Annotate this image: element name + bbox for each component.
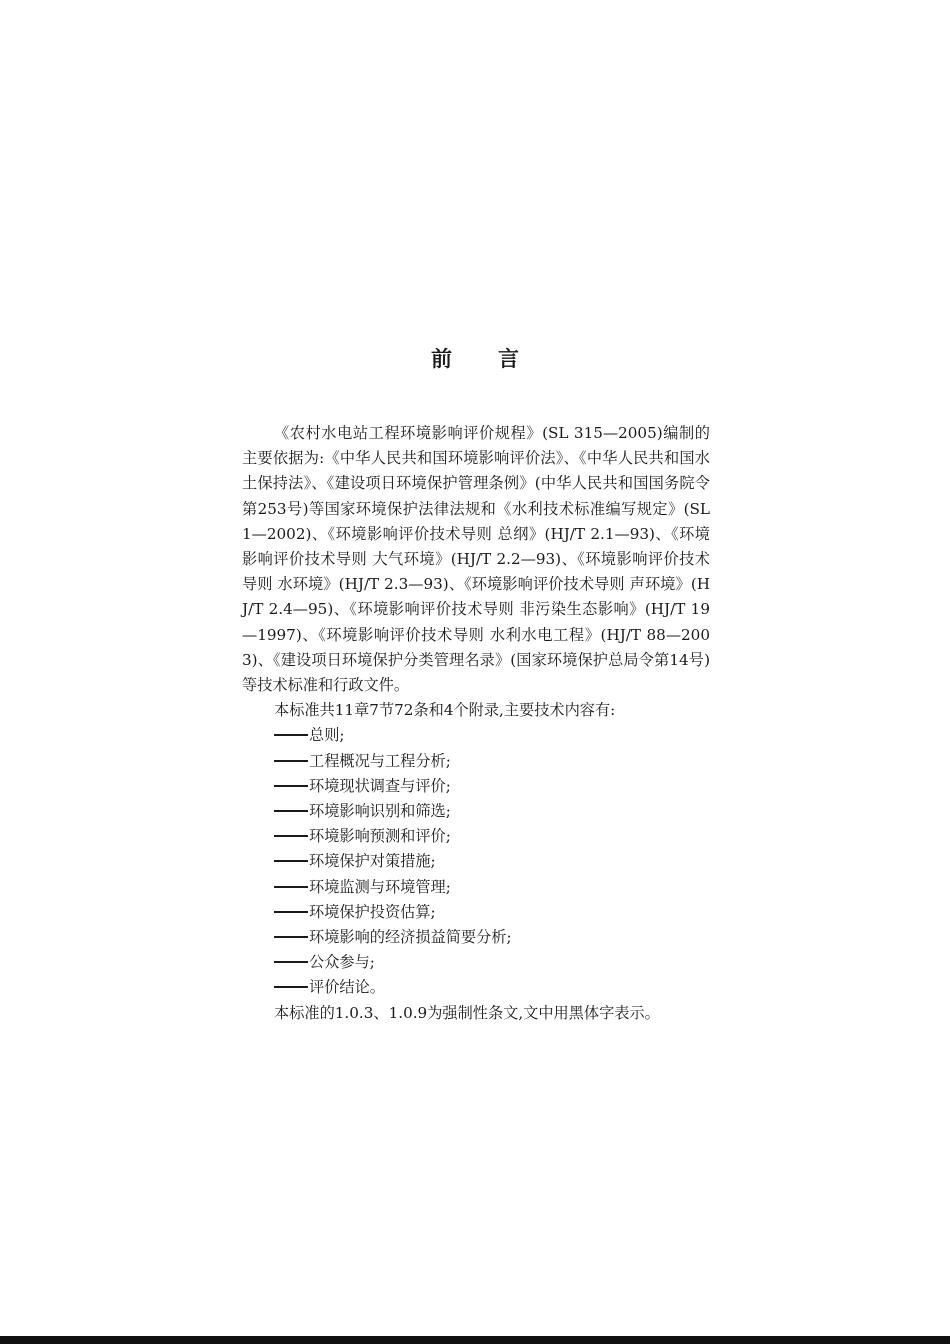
list-item bbox=[242, 875, 710, 900]
list-item-text: 环境影响预测和评价; bbox=[309, 827, 451, 846]
title-char-1: 前 bbox=[431, 347, 452, 371]
list-item-text: 工程概况与工程分析; bbox=[309, 751, 451, 770]
list-item-text: 环境监测与环境管理; bbox=[309, 877, 451, 896]
em-dash-mark bbox=[274, 810, 308, 812]
em-dash-mark bbox=[274, 936, 308, 938]
list-item-text: 总则; bbox=[309, 726, 345, 745]
em-dash-mark bbox=[274, 911, 308, 913]
list-item bbox=[242, 900, 710, 925]
list-item bbox=[242, 925, 710, 950]
mandatory-clause-paragraph: 本标准的1.0.3、1.0.9为强制性条文,文中用黑体字表示。 bbox=[274, 1003, 660, 1022]
list-item-text: 公众参与; bbox=[309, 953, 375, 972]
foreword-body bbox=[242, 421, 710, 1026]
list-item bbox=[242, 723, 710, 748]
em-dash-mark bbox=[274, 734, 308, 736]
list-item bbox=[242, 950, 710, 975]
page-bottom-border bbox=[0, 1336, 950, 1344]
em-dash-mark bbox=[274, 785, 308, 787]
page-title bbox=[0, 343, 950, 373]
list-item-text: 环境影响的经济损益简要分析; bbox=[309, 928, 512, 947]
list-item bbox=[242, 824, 710, 849]
list-item bbox=[242, 774, 710, 799]
list-item-text: 环境影响识别和筛选; bbox=[309, 802, 451, 821]
em-dash-mark bbox=[274, 886, 308, 888]
list-item-text: 环境现状调查与评价; bbox=[309, 776, 451, 795]
intro-paragraph: 《农村水电站工程环境影响评价规程》(SL 315—2005)编制的主要依据为:《中华人民共和国环境影响评价法》、《中华人民共和国水土保持法》、《建设项日环境保护管理条例》(中华人民共和国国务院令第253号)等国家环境保护法律法规和《水利技术标准编写规定》(SL 1—2002)、《环境影响评价技术导则 总纲》(HJ/T 2.1—93)、《环境影响评价技术导则 大气环境》(HJ/T 2.2—93)、《环境影响评价技术导则 水环境》(HJ/T 2.3—93)、《环境影响评价技术导则 声环境》(HJ/T 2.4—95)、《环境影响评价技术导则 非污染生态影响》(HJ/T 19—1997)、《环境影响评价技术导则 水利水电工程》(HJ/T 88—2003)、《建设项日环境保护分类管理名录》(国家环境保护总局令第14号)等技术标准和行政文件。 bbox=[242, 424, 710, 695]
em-dash-mark bbox=[274, 986, 308, 988]
em-dash-mark bbox=[274, 860, 308, 862]
list-item-text: 环境保护投资估算; bbox=[309, 902, 436, 921]
summary-paragraph: 本标准共11章7节72条和4个附录,主要技术内容有: bbox=[274, 701, 616, 720]
list-item-text: 环境保护对策措施; bbox=[309, 852, 436, 871]
em-dash-mark bbox=[274, 835, 308, 837]
list-item bbox=[242, 749, 710, 774]
em-dash-mark bbox=[274, 760, 308, 762]
list-item bbox=[242, 799, 710, 824]
list-item bbox=[242, 975, 710, 1000]
title-char-2: 言 bbox=[498, 347, 519, 371]
list-item-text: 评价结论。 bbox=[309, 978, 385, 997]
content-list bbox=[242, 723, 710, 1000]
em-dash-mark bbox=[274, 961, 308, 963]
list-item bbox=[242, 849, 710, 874]
